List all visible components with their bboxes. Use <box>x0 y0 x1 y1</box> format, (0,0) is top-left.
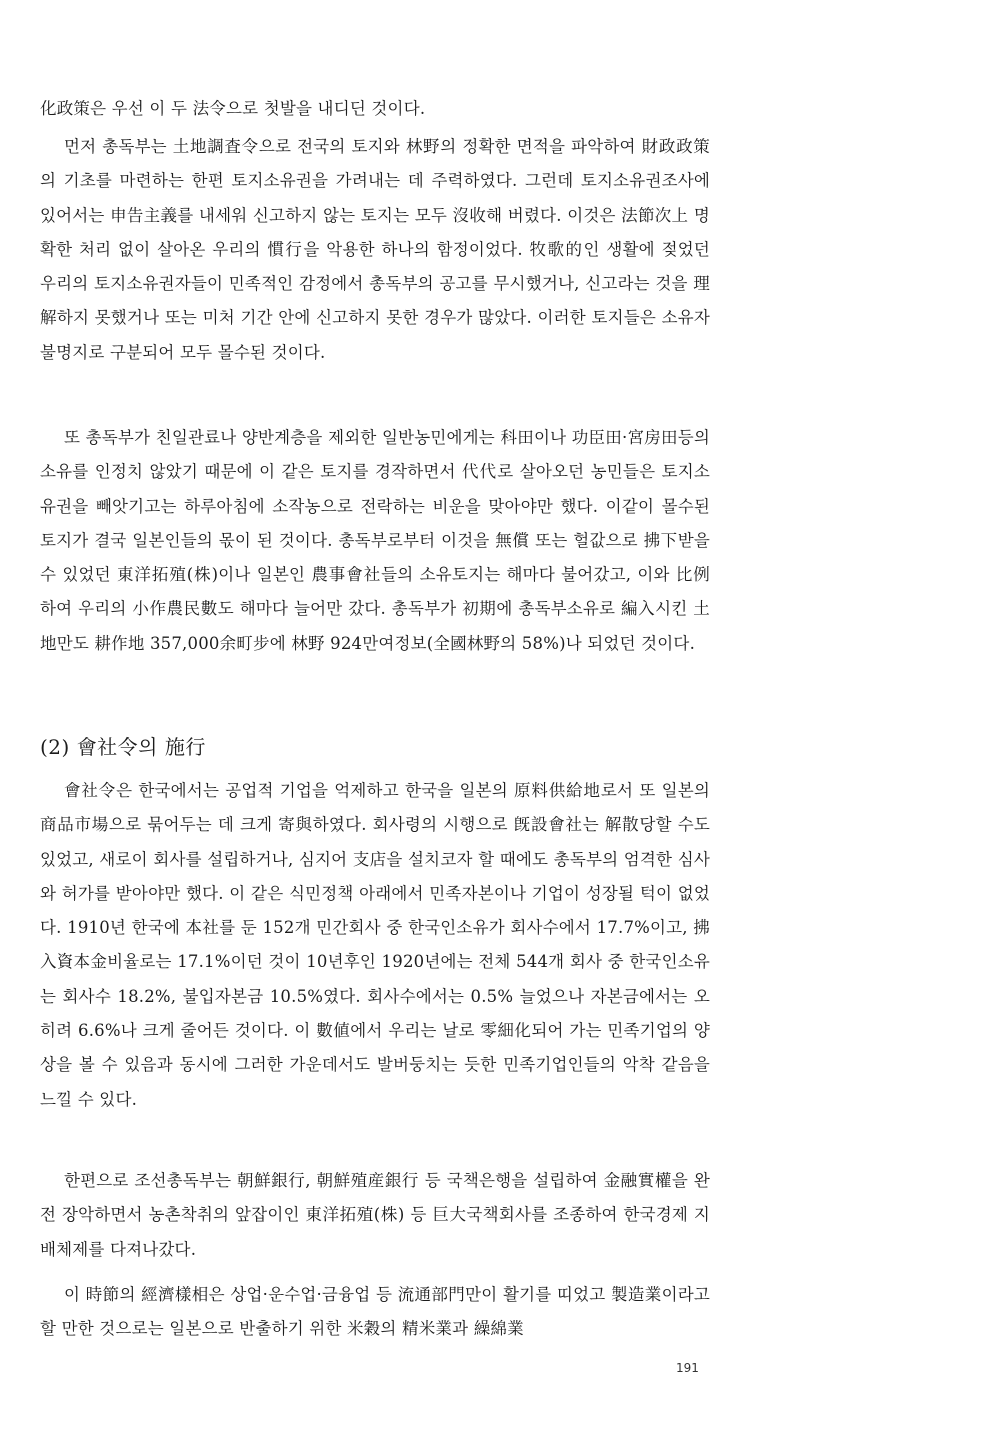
paragraph-company-ordinance: 會社令은 한국에서는 공업적 기업을 억제하고 한국을 일본의 原料供給地로서 또 일본의 商品市場으로 묶어두는 데 크게 寄與하였다. 회사령의 시행으로 旣設會社는 解散당할 수도 있었고, 새로이 회사를 설립하거나, 심지어 支店을 설치코자 할 때에도 총독부의 엄격한 심사와 허가를 받아야만 했다. 이 같은 식민정책 아래에서 민족자본이나 기업이 성장될 턱이 없었다. 1910년 한국에 本社를 둔 152개 민간회사 중 한국인소유가 회사수에서 17.7%이고, 拂入資本金비율로는 17.1%이던 것이 10년후인 1920년에는 전체 544개 회사 중 한국인소유는 회사수 18.2%, 불입자본금 10.5%였다. 회사수에서는 0.5% 늘었으나 자본금에서는 오히려 6.6%나 크게 줄어든 것이다. 이 數値에서 우리는 날로 零細化되어 가는 민족기업의 양상을 볼 수 있음과 동시에 그러한 가운데서도 발버둥치는 듯한 민족기업인들의 악착 같음을 느낄 수 있다. <box>40 781 710 1109</box>
paragraph-land-survey: 먼저 총독부는 土地調査令으로 전국의 토지와 林野의 정확한 면적을 파악하여 財政政策의 기초를 마련하는 한편 토지소유권을 가려내는 데 주력하였다. 그런데 토지소유권조사에 있어서는 申告主義를 내세워 신고하지 않는 토지는 모두 沒收해 버렸다. 이것은 法節次上 명확한 처리 없이 살아온 우리의 慣行을 악용한 하나의 함정이었다. 牧歌的인 생활에 젖었던 우리의 토지소유권자들이 민족적인 감정에서 총독부의 공고를 무시했거나, 신고라는 것을 理解하지 못했거나 또는 미처 기간 안에 신고하지 못한 경우가 많았다. 이러한 토지들은 소유자불명지로 구분되어 모두 몰수된 것이다. <box>40 137 710 362</box>
paragraph-land-confiscation: 또 총독부가 친일관료나 양반계층을 제외한 일반농민에게는 科田이나 功臣田·宮房田등의 소유를 인정치 않았기 때문에 이 같은 토지를 경작하면서 代代로 살아오던 농민들은 토지소유권을 빼앗기고는 하루아침에 소작농으로 전락하는 비운을 맞아야만 했다. 이같이 몰수된 토지가 결국 일본인들의 몫이 된 것이다. 총독부로부터 이것을 無償 또는 헐값으로 拂下받을 수 있었던 東洋拓殖(株)이나 일본인 農事會社들의 소유토지는 해마다 불어갔고, 이와 比例하여 우리의 小作農民數도 해마다 늘어만 갔다. 총독부가 初期에 총독부소유로 編入시킨 土地만도 耕作地 357,000余町步에 林野 924만여정보(全國林野의 58%)나 되었던 것이다. <box>40 428 710 653</box>
paragraph-economic-aspects: 이 時節의 經濟樣相은 상업·운수업·금융업 등 流通部門만이 활기를 띠었고 製造業이라고 할 만한 것으로는 일본으로 반출하기 위한 米穀의 精米業과 繰綿業 <box>40 1285 710 1339</box>
page-number: 191 <box>676 1361 699 1375</box>
paragraph-continuation: 化政策은 우선 이 두 法令으로 첫발을 내디딘 것이다. <box>40 99 426 118</box>
section-heading: (2) 會社令의 施行 <box>40 735 206 759</box>
paragraph-banks: 한편으로 조선총독부는 朝鮮銀行, 朝鮮殖産銀行 등 국책은행을 설립하여 金融實權을 완전 장악하면서 농촌착취의 앞잡이인 東洋拓殖(株) 등 巨大국책회사를 조종하여 한국경제 지배체제를 다져나갔다. <box>40 1171 710 1259</box>
